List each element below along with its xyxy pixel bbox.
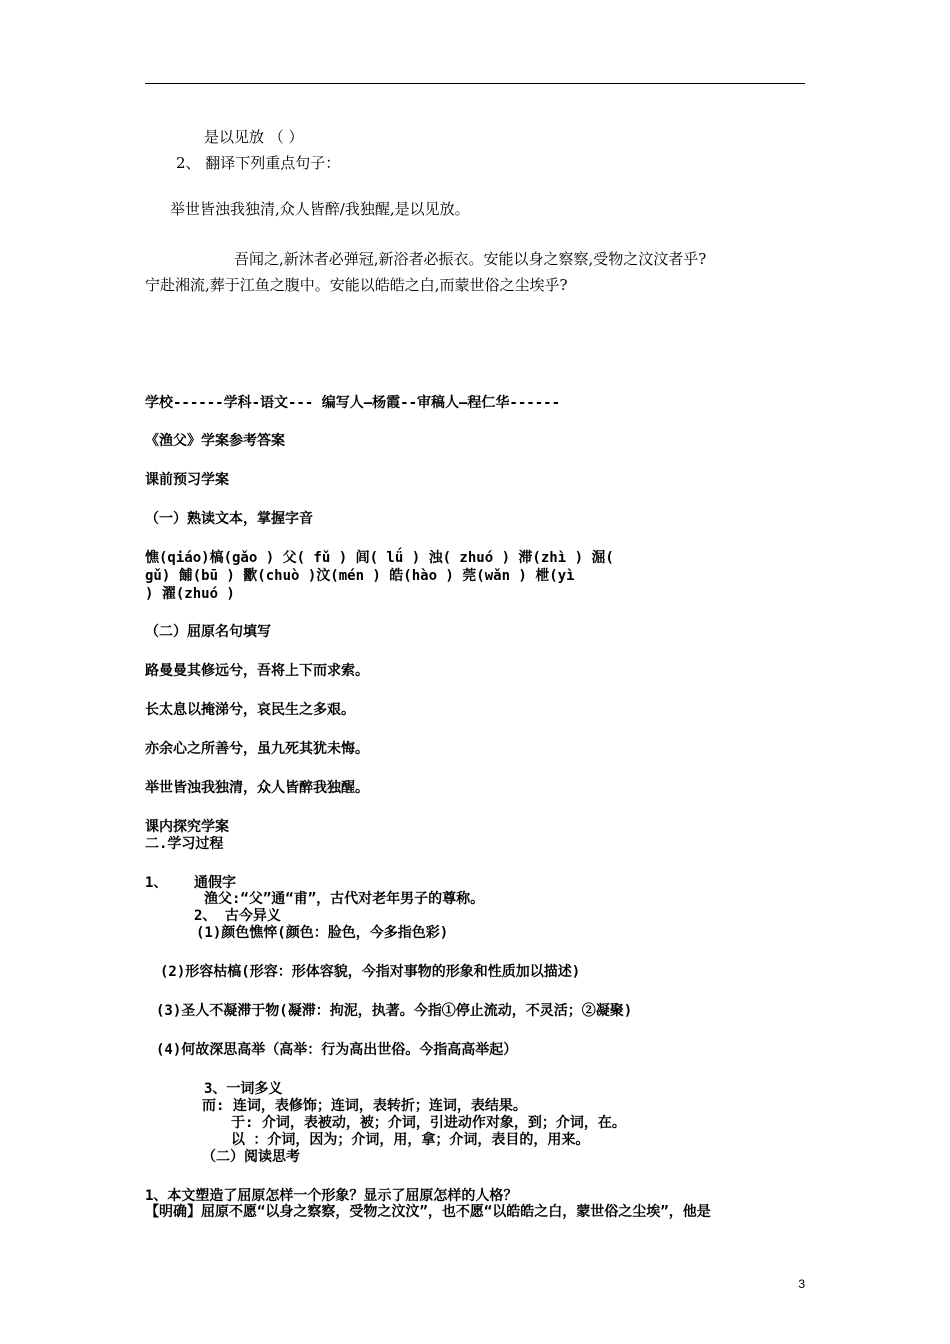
tongjia-item-1: 渔父:“父”通“甫”，古代对老年男子的尊称。 xyxy=(204,891,485,907)
quote-1: 路曼曼其修远兮，吾将上下而求索。 xyxy=(145,663,369,679)
tongjia-number: 1、 xyxy=(145,875,168,891)
quote-3: 亦余心之所善兮，虽九死其犹未悔。 xyxy=(145,741,369,757)
top-line-5: 宁赴湘流,葬于江鱼之腹中。安能以皓皓之白,而蒙世俗之尘埃乎? xyxy=(145,276,568,294)
gujin-item-4: (4)何故深思高举（高举：行为高出世俗。今指高高举起） xyxy=(156,1042,518,1058)
section-1-heading: （一）熟读文本，掌握字音 xyxy=(145,511,313,527)
page-number: 3 xyxy=(798,1277,805,1291)
answer-header: 学校------学科-语文--- 编写人—杨霞--审稿人—程仁华------ xyxy=(145,395,561,411)
inclass-heading: 课内探究学案 xyxy=(145,819,229,835)
top-line-4: 吾闻之,新沐者必弹冠,新浴者必振衣。安能以身之察察,受物之汶汶者乎? xyxy=(234,250,707,268)
yici-yu: 于: 介词，表被动，被；介词，引进动作对象，到；介词，在。 xyxy=(231,1115,626,1131)
tongjia-heading: 通假字 xyxy=(194,875,236,891)
gujin-item-3: (3)圣人不凝滞于物(凝滞：拘泥，执著。今指①停止流动，不灵活；②凝聚) xyxy=(156,1003,633,1019)
pronunciation-line-2: gǔ) 餔(bū ) 歠(chuò )汶(mén ) 皓(hào ) 莞(wǎn ) 枻(yì xyxy=(145,568,575,584)
quote-2: 长太息以掩涕兮，哀民生之多艰。 xyxy=(145,702,355,718)
reading-question-1: 1、本文塑造了屈原怎样一个形象？显示了屈原怎样的人格？ xyxy=(145,1188,518,1204)
gujin-heading: 2、 古今异义 xyxy=(194,908,281,924)
reading-heading: （二）阅读思考 xyxy=(202,1149,300,1165)
yici-er: 而: 连词，表修饰；连词，表转折；连词，表结果。 xyxy=(202,1098,527,1114)
answer-title: 《渔父》学案参考答案 xyxy=(145,433,285,449)
process-heading: 二.学习过程 xyxy=(145,836,224,852)
top-line-1: 是以见放 （ ） xyxy=(204,128,304,146)
quote-4: 举世皆浊我独清，众人皆醉我独醒。 xyxy=(145,780,369,796)
yici-yi: 以 ：介词，因为；介词，用，拿；介词，表目的，用来。 xyxy=(231,1132,590,1148)
pronunciation-line-1: 憔(qiáo)槁(gǎo ) 父( fǔ ) 闾( lǘ ) 浊( zhuó ) 滞(zhì ) 淈( xyxy=(145,550,614,566)
top-line-2: 2、 翻译下列重点句子： xyxy=(176,154,341,172)
top-line-3: 举世皆浊我独清,众人皆醉/我独醒,是以见放。 xyxy=(170,200,470,218)
pronunciation-line-3: ) 濯(zhuó ) xyxy=(145,586,235,602)
reading-answer-1: 【明确】屈原不愿“以身之察察，受物之汶汶”，也不愿“以皓皓之白，蒙世俗之尘埃”，他是 xyxy=(145,1204,711,1220)
header-rule xyxy=(145,83,805,84)
section-2-heading: （二）屈原名句填写 xyxy=(145,624,271,640)
yici-heading: 3、一词多义 xyxy=(204,1081,283,1097)
gujin-item-2: (2)形容枯槁(形容：形体容貌，今指对事物的形象和性质加以描述) xyxy=(160,964,581,980)
preview-heading: 课前预习学案 xyxy=(145,472,229,488)
gujin-item-1: (1)颜色憔悴(颜色：脸色，今多指色彩) xyxy=(196,925,449,941)
